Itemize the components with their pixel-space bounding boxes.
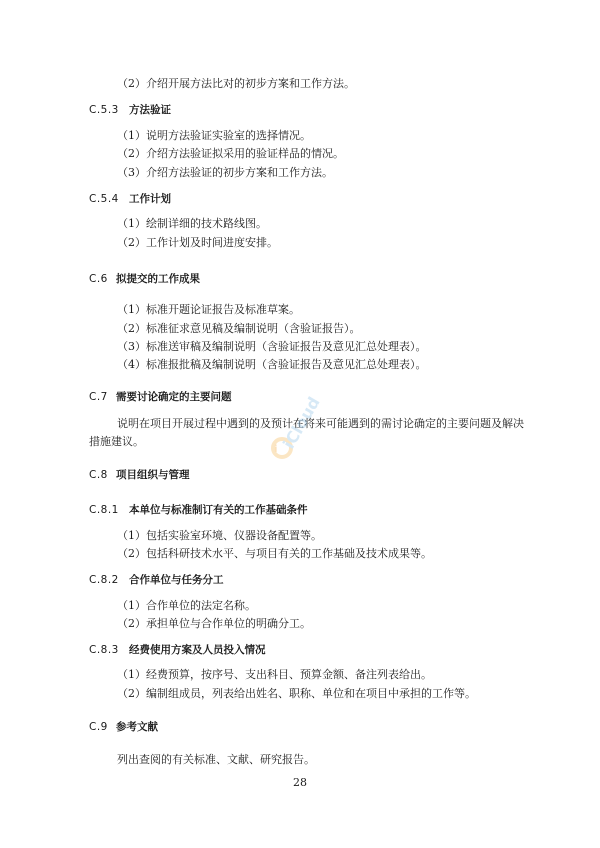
section-heading: [89, 390, 232, 404]
list-item: （1）包括实验室环境、仪器设备配置等。: [117, 529, 322, 542]
svg-text:i: i: [274, 444, 278, 455]
list-item: （1）合作单位的法定名称。: [117, 599, 256, 612]
list-item: （3）介绍方法验证的初步方案和工作方法。: [117, 166, 333, 179]
page-number: 28: [293, 776, 307, 789]
section-title: 拟提交的工作成果: [116, 273, 200, 285]
list-item: （2）工作计划及时间进度安排。: [117, 236, 278, 249]
list-item: （1）说明方法验证实验室的选择情况。: [117, 129, 311, 142]
paragraph-line: 列出查阅的有关标准、文献、研究报告。: [117, 753, 315, 766]
section-title: 参考文献: [116, 721, 158, 733]
section-title: 工作计划: [129, 193, 171, 205]
section-number: C.8: [89, 469, 108, 481]
section-heading: [89, 573, 224, 587]
section-number: C.5.4: [89, 193, 119, 205]
section-number: C.8.2: [89, 574, 119, 586]
list-item: （2）包括科研技术水平、与项目有关的工作基础及技术成果等。: [117, 547, 432, 560]
section-heading: [89, 468, 190, 482]
list-item: （2）标准征求意见稿及编制说明（含验证报告）。: [117, 322, 361, 335]
section-title: 需要讨论确定的主要问题: [116, 391, 232, 403]
section-number: C.8.3: [89, 644, 119, 656]
section-title: 项目组织与管理: [116, 469, 190, 481]
paragraph-line: 措施建议。: [89, 435, 144, 448]
section-heading: [89, 192, 171, 206]
list-item: （2）介绍方法验证拟采用的验证样品的情况。: [117, 147, 344, 160]
watermark-logo: [262, 388, 342, 468]
section-number: C.5.3: [89, 104, 119, 116]
section-heading: [89, 503, 308, 517]
paragraph-line: 说明在项目开展过程中遇到的及预计在将来可能遇到的需讨论确定的主要问题及解决: [117, 417, 524, 430]
section-heading: [89, 720, 158, 734]
list-item: （4）标准报批稿及编制说明（含验证报告及意见汇总处理表）。: [117, 358, 427, 371]
list-item: （1）标准开题论证报告及标准草案。: [117, 303, 300, 316]
list-item: （2）承担单位与合作单位的明确分工。: [117, 617, 311, 630]
section-number: C.6: [89, 273, 108, 285]
list-item: （2）介绍开展方法比对的初步方案和工作方法。: [117, 77, 355, 90]
list-item: （3）标准送审稿及编制说明（含验证报告及意见汇总处理表）。: [117, 340, 427, 353]
list-item: （1）经费预算，按序号、支出科目、预算金额、备注列表给出。: [117, 668, 432, 681]
section-number: C.7: [89, 391, 108, 403]
section-heading: [89, 272, 200, 286]
section-title: 本单位与标准制订有关的工作基础条件: [129, 504, 308, 516]
section-title: 合作单位与任务分工: [129, 574, 224, 586]
watermark-text: iCloud: [279, 393, 324, 452]
section-title: 方法验证: [129, 104, 171, 116]
section-heading: [89, 103, 171, 117]
section-heading: [89, 643, 266, 657]
list-item: （2）编制组成员，列表给出姓名、职称、单位和在项目中承担的工作等。: [117, 687, 476, 700]
section-number: C.8.1: [89, 504, 119, 516]
section-number: C.9: [89, 721, 108, 733]
section-title: 经费使用方案及人员投入情况: [129, 644, 266, 656]
list-item: （1）绘制详细的技术路线图。: [117, 217, 267, 230]
